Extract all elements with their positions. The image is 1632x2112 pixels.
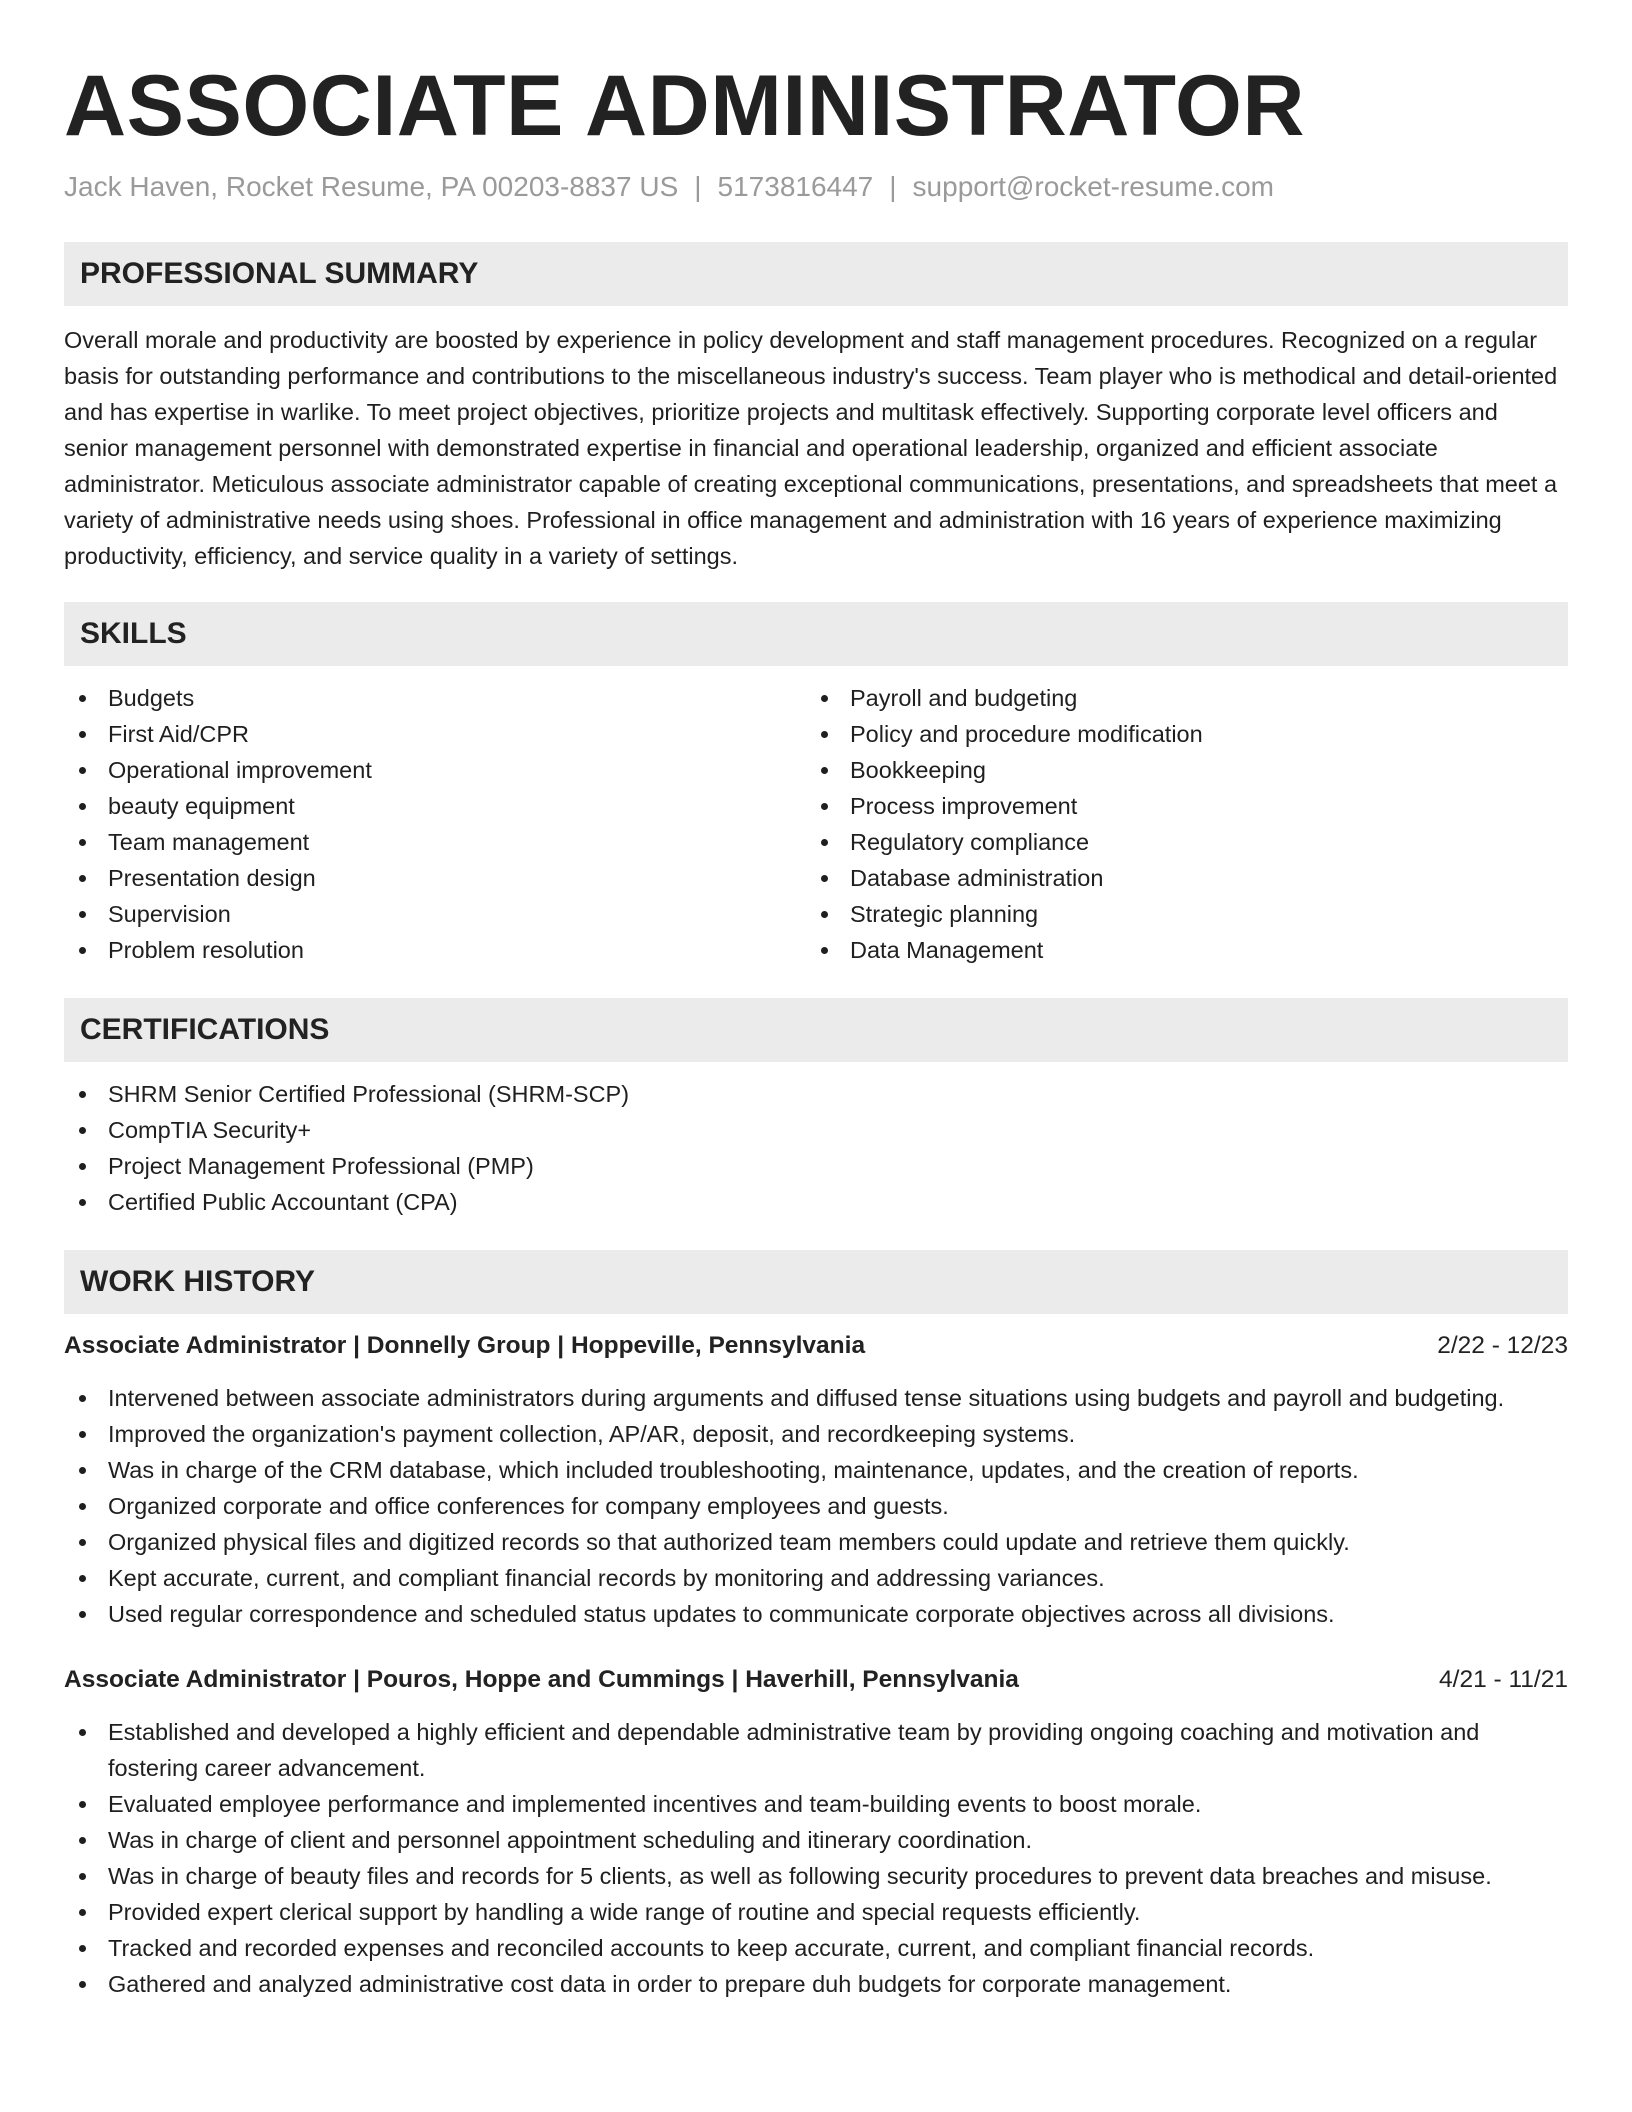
job-bullet: Used regular correspondence and scheduled status updates to communicate corporate objectives across all divisions. xyxy=(64,1596,1568,1632)
summary-text: Overall morale and productivity are boosted by experience in policy development and staff management procedures. Recognized on a regular basis for outstanding performance and contributions to the miscellaneous industry's success. Team player who is methodical and detail-oriented and has expertise in warlike. To meet project objectives, prioritize projects and multitask effectively. Supporting corporate level officers and senior management personnel with demonstrated expertise in financial and operational leadership, organized and efficient associate administrator. Meticulous associate administrator capable of creating exceptional communications, presentations, and spreadsheets that meet a variety of administrative needs using shoes. Professional in office management and administration with 16 years of experience maximizing productivity, efficiency, and service quality in a variety of settings. xyxy=(64,327,1558,569)
job-bullet: Improved the organization's payment collection, AP/AR, deposit, and recordkeeping systems. xyxy=(64,1416,1568,1452)
skills-section-header: SKILLS xyxy=(64,602,1568,666)
skill-item: Team management xyxy=(64,824,806,860)
skill-item: Data Management xyxy=(806,932,1548,968)
certification-item: SHRM Senior Certified Professional (SHRM-SCP) xyxy=(64,1076,1568,1112)
skill-item: Supervision xyxy=(64,896,806,932)
skill-item: First Aid/CPR xyxy=(64,716,806,752)
work-history-section-header: WORK HISTORY xyxy=(64,1250,1568,1314)
certification-item: Project Management Professional (PMP) xyxy=(64,1148,1568,1184)
job-bullet: Organized physical files and digitized records so that authorized team members could update and retrieve them quickly. xyxy=(64,1524,1568,1560)
job-bullet: Intervened between associate administrators during arguments and diffused tense situations using budgets and payroll and budgeting. xyxy=(64,1380,1568,1416)
contact-line xyxy=(64,170,1568,204)
skill-item: Regulatory compliance xyxy=(806,824,1548,860)
skill-item: Problem resolution xyxy=(64,932,806,968)
job-bullets xyxy=(64,1714,1568,2002)
skill-item: Payroll and budgeting xyxy=(806,680,1548,716)
job-title: Associate Administrator | Donnelly Group | Hoppeville, Pennsylvania xyxy=(64,1332,866,1359)
certifications-section-header: CERTIFICATIONS xyxy=(64,998,1568,1062)
skill-item: Process improvement xyxy=(806,788,1548,824)
skill-item: Presentation design xyxy=(64,860,806,896)
job-bullet: Was in charge of client and personnel appointment scheduling and itinerary coordination. xyxy=(64,1822,1568,1858)
contact-separator: | xyxy=(694,171,702,202)
contact-email: support@rocket-resume.com xyxy=(912,171,1274,202)
job-entry xyxy=(64,1328,1568,1632)
job-dates: 2/22 - 12/23 xyxy=(1437,1332,1568,1359)
skill-item: Operational improvement xyxy=(64,752,806,788)
contact-phone: 5173816447 xyxy=(717,171,874,202)
skills-column-right xyxy=(806,680,1548,968)
job-bullet: Provided expert clerical support by handling a wide range of routine and special requests efficiently. xyxy=(64,1894,1568,1930)
skill-item: Policy and procedure modification xyxy=(806,716,1548,752)
certification-item: Certified Public Accountant (CPA) xyxy=(64,1184,1568,1220)
skill-item: Database administration xyxy=(806,860,1548,896)
certifications-list xyxy=(64,1076,1568,1220)
job-title: Associate Administrator | Pouros, Hoppe and Cummings | Haverhill, Pennsylvania xyxy=(64,1666,1019,1693)
job-bullet: Evaluated employee performance and implemented incentives and team-building events to boost morale. xyxy=(64,1786,1568,1822)
contact-address: Jack Haven, Rocket Resume, PA 00203-8837 US xyxy=(64,171,679,202)
job-bullets xyxy=(64,1380,1568,1632)
skill-item: beauty equipment xyxy=(64,788,806,824)
resume-title: ASSOCIATE ADMINISTRATOR xyxy=(64,58,1305,154)
skill-item: Budgets xyxy=(64,680,806,716)
skills-column-left xyxy=(64,680,806,968)
job-bullet: Was in charge of the CRM database, which included troubleshooting, maintenance, updates, and the creation of reports. xyxy=(64,1452,1568,1488)
certification-item: CompTIA Security+ xyxy=(64,1112,1568,1148)
skill-item: Bookkeeping xyxy=(806,752,1548,788)
contact-separator: | xyxy=(889,171,897,202)
job-bullet: Organized corporate and office conferences for company employees and guests. xyxy=(64,1488,1568,1524)
job-bullet: Gathered and analyzed administrative cost data in order to prepare duh budgets for corporate management. xyxy=(64,1966,1568,2002)
job-bullet: Was in charge of beauty files and records for 5 clients, as well as following security procedures to prevent data breaches and misuse. xyxy=(64,1858,1568,1894)
job-entry xyxy=(64,1662,1568,2002)
job-dates: 4/21 - 11/21 xyxy=(1439,1666,1568,1693)
job-header xyxy=(64,1328,1568,1364)
job-bullet: Established and developed a highly efficient and dependable administrative team by providing ongoing coaching and motivation and fostering career advancement. xyxy=(64,1714,1568,1786)
job-bullet: Tracked and recorded expenses and reconciled accounts to keep accurate, current, and compliant financial records. xyxy=(64,1930,1568,1966)
job-header xyxy=(64,1662,1568,1698)
job-bullet: Kept accurate, current, and compliant financial records by monitoring and addressing variances. xyxy=(64,1560,1568,1596)
summary-section-header: PROFESSIONAL SUMMARY xyxy=(64,242,1568,306)
skill-item: Strategic planning xyxy=(806,896,1548,932)
skills-list xyxy=(64,680,1568,968)
